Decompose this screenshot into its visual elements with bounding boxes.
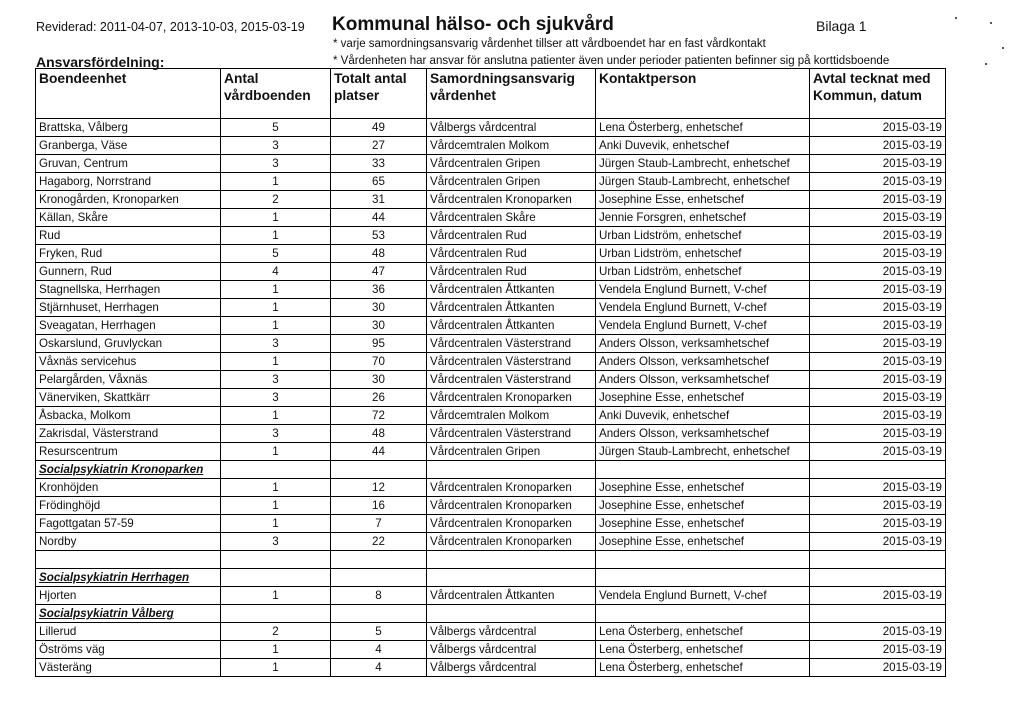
table-row bbox=[36, 479, 946, 497]
empty-cell bbox=[810, 605, 946, 623]
cell-care-unit: Vålbergs vårdcentral bbox=[427, 659, 596, 677]
empty-cell bbox=[221, 461, 331, 479]
table-row bbox=[36, 137, 946, 155]
cell-places: 26 bbox=[331, 389, 427, 407]
cell-places: 65 bbox=[331, 173, 427, 191]
cell-count: 1 bbox=[221, 317, 331, 335]
note-contact: * varje samordningsansvarig vårdenhet tillser att vårdboendet har en fast vårdkontakt bbox=[333, 38, 766, 50]
cell-count: 1 bbox=[221, 641, 331, 659]
spacer-row bbox=[36, 551, 946, 569]
cell-contact: Anders Olsson, verksamhetschef bbox=[596, 425, 810, 443]
cell-places: 53 bbox=[331, 227, 427, 245]
table-row bbox=[36, 497, 946, 515]
cell-count: 2 bbox=[221, 191, 331, 209]
empty-cell bbox=[596, 551, 810, 569]
cell-care-unit: Vårdcemtralen Molkom bbox=[427, 137, 596, 155]
cell-count: 2 bbox=[221, 623, 331, 641]
cell-places: 5 bbox=[331, 623, 427, 641]
cell-count: 1 bbox=[221, 281, 331, 299]
cell-count: 1 bbox=[221, 659, 331, 677]
cell-count: 3 bbox=[221, 155, 331, 173]
section-heading: Socialpsykiatrin Herrhagen bbox=[36, 569, 221, 587]
empty-cell bbox=[331, 569, 427, 587]
cell-contact: Jürgen Staub-Lambrecht, enhetschef bbox=[596, 173, 810, 191]
cell-contact: Josephine Esse, enhetschef bbox=[596, 191, 810, 209]
cell-care-unit: Vårdcentralen Gripen bbox=[427, 155, 596, 173]
cell-care-unit: Vårdcentralen Västerstrand bbox=[427, 335, 596, 353]
cell-count: 1 bbox=[221, 227, 331, 245]
cell-places: 12 bbox=[331, 479, 427, 497]
cell-care-home: Hjorten bbox=[36, 587, 221, 605]
table-header-row bbox=[36, 69, 946, 119]
table-row bbox=[36, 371, 946, 389]
table-row bbox=[36, 119, 946, 137]
cell-places: 48 bbox=[331, 245, 427, 263]
cell-contact: Jennie Forsgren, enhetschef bbox=[596, 209, 810, 227]
cell-contact: Anders Olsson, verksamhetschef bbox=[596, 371, 810, 389]
cell-contact: Josephine Esse, enhetschef bbox=[596, 497, 810, 515]
cell-care-unit: Vårdcentralen Skåre bbox=[427, 209, 596, 227]
cell-date: 2015-03-19 bbox=[810, 641, 946, 659]
cell-contact: Jürgen Staub-Lambrecht, enhetschef bbox=[596, 443, 810, 461]
col-header-agreement: Avtal tecknat med Kommun, datum bbox=[810, 69, 946, 119]
cell-places: 44 bbox=[331, 443, 427, 461]
cell-places: 31 bbox=[331, 191, 427, 209]
scan-speck bbox=[955, 17, 957, 19]
cell-care-home: Vänerviken, Skattkärr bbox=[36, 389, 221, 407]
cell-care-unit: Vårdcentralen Kronoparken bbox=[427, 533, 596, 551]
cell-places: 4 bbox=[331, 641, 427, 659]
table-row bbox=[36, 425, 946, 443]
cell-date: 2015-03-19 bbox=[810, 497, 946, 515]
table-row bbox=[36, 641, 946, 659]
table-row bbox=[36, 533, 946, 551]
cell-care-home: Rud bbox=[36, 227, 221, 245]
table-row bbox=[36, 299, 946, 317]
cell-care-home: Fryken, Rud bbox=[36, 245, 221, 263]
cell-places: 47 bbox=[331, 263, 427, 281]
cell-date: 2015-03-19 bbox=[810, 119, 946, 137]
cell-care-home: Källan, Skåre bbox=[36, 209, 221, 227]
cell-care-unit: Vårdcentralen Åttkanten bbox=[427, 281, 596, 299]
cell-places: 7 bbox=[331, 515, 427, 533]
cell-care-unit: Vårdcentralen Rud bbox=[427, 245, 596, 263]
cell-count: 3 bbox=[221, 335, 331, 353]
table-row bbox=[36, 263, 946, 281]
empty-cell bbox=[810, 461, 946, 479]
table-row bbox=[36, 515, 946, 533]
scan-speck bbox=[985, 63, 987, 65]
empty-cell bbox=[427, 569, 596, 587]
cell-care-home: Brattska, Vålberg bbox=[36, 119, 221, 137]
empty-cell bbox=[596, 461, 810, 479]
cell-places: 44 bbox=[331, 209, 427, 227]
table-row bbox=[36, 353, 946, 371]
cell-care-home: Hagaborg, Norrstrand bbox=[36, 173, 221, 191]
cell-care-unit: Vårdcentralen Gripen bbox=[427, 173, 596, 191]
cell-care-unit: Vårdcemtralen Molkom bbox=[427, 407, 596, 425]
table-row bbox=[36, 335, 946, 353]
cell-count: 3 bbox=[221, 425, 331, 443]
cell-count: 1 bbox=[221, 497, 331, 515]
cell-date: 2015-03-19 bbox=[810, 281, 946, 299]
cell-contact: Vendela Englund Burnett, V-chef bbox=[596, 299, 810, 317]
table-row bbox=[36, 173, 946, 191]
cell-places: 48 bbox=[331, 425, 427, 443]
empty-cell bbox=[331, 551, 427, 569]
table-row bbox=[36, 191, 946, 209]
cell-care-home: Västeräng bbox=[36, 659, 221, 677]
cell-date: 2015-03-19 bbox=[810, 587, 946, 605]
cell-date: 2015-03-19 bbox=[810, 227, 946, 245]
cell-date: 2015-03-19 bbox=[810, 479, 946, 497]
cell-contact: Vendela Englund Burnett, V-chef bbox=[596, 317, 810, 335]
cell-contact: Jürgen Staub-Lambrecht, enhetschef bbox=[596, 155, 810, 173]
cell-care-unit: Vårdcentralen Åttkanten bbox=[427, 317, 596, 335]
cell-contact: Josephine Esse, enhetschef bbox=[596, 479, 810, 497]
cell-count: 5 bbox=[221, 245, 331, 263]
cell-date: 2015-03-19 bbox=[810, 407, 946, 425]
cell-places: 22 bbox=[331, 533, 427, 551]
cell-date: 2015-03-19 bbox=[810, 209, 946, 227]
cell-date: 2015-03-19 bbox=[810, 371, 946, 389]
cell-date: 2015-03-19 bbox=[810, 191, 946, 209]
cell-places: 36 bbox=[331, 281, 427, 299]
empty-cell bbox=[596, 605, 810, 623]
cell-date: 2015-03-19 bbox=[810, 155, 946, 173]
cell-care-home: Resurscentrum bbox=[36, 443, 221, 461]
col-header-unit: Boendeenhet bbox=[36, 69, 221, 119]
cell-count: 3 bbox=[221, 533, 331, 551]
empty-cell bbox=[810, 569, 946, 587]
cell-care-unit: Vårdcentralen Gripen bbox=[427, 443, 596, 461]
col-header-places: Totalt antal platser bbox=[331, 69, 427, 119]
cell-care-home: Kronogården, Kronoparken bbox=[36, 191, 221, 209]
cell-date: 2015-03-19 bbox=[810, 389, 946, 407]
cell-places: 30 bbox=[331, 299, 427, 317]
cell-care-unit: Vårdcentralen Åttkanten bbox=[427, 587, 596, 605]
cell-care-unit: Vårdcentralen Kronoparken bbox=[427, 515, 596, 533]
note-responsibility: * Vårdenheten har ansvar för anslutna patienter även under perioder patienten befinner sig på korttidsboende bbox=[333, 55, 890, 67]
cell-care-unit: Vålbergs vårdcentral bbox=[427, 641, 596, 659]
section-row bbox=[36, 605, 946, 623]
cell-contact: Anders Olsson, verksamhetschef bbox=[596, 353, 810, 371]
cell-care-home: Gruvan, Centrum bbox=[36, 155, 221, 173]
cell-contact: Josephine Esse, enhetschef bbox=[596, 533, 810, 551]
col-header-care-unit: Samordningsansvarig vårdenhet bbox=[427, 69, 596, 119]
cell-date: 2015-03-19 bbox=[810, 263, 946, 281]
section-heading: Socialpsykiatrin Vålberg bbox=[36, 605, 221, 623]
cell-date: 2015-03-19 bbox=[810, 425, 946, 443]
cell-places: 8 bbox=[331, 587, 427, 605]
cell-count: 1 bbox=[221, 299, 331, 317]
table-row bbox=[36, 245, 946, 263]
cell-places: 4 bbox=[331, 659, 427, 677]
cell-care-home: Oskarslund, Gruvlyckan bbox=[36, 335, 221, 353]
cell-care-home: Sveagatan, Herrhagen bbox=[36, 317, 221, 335]
table-row bbox=[36, 587, 946, 605]
table-row bbox=[36, 443, 946, 461]
empty-cell bbox=[331, 461, 427, 479]
cell-contact: Anki Duvevik, enhetschef bbox=[596, 407, 810, 425]
empty-cell bbox=[427, 605, 596, 623]
col-header-contact: Kontaktperson bbox=[596, 69, 810, 119]
cell-count: 1 bbox=[221, 407, 331, 425]
cell-contact: Josephine Esse, enhetschef bbox=[596, 515, 810, 533]
cell-care-unit: Vårdcentralen Rud bbox=[427, 227, 596, 245]
cell-care-unit: Vårdcentralen Åttkanten bbox=[427, 299, 596, 317]
cell-count: 4 bbox=[221, 263, 331, 281]
cell-date: 2015-03-19 bbox=[810, 353, 946, 371]
cell-count: 1 bbox=[221, 515, 331, 533]
cell-count: 3 bbox=[221, 371, 331, 389]
cell-care-home: Granberga, Väse bbox=[36, 137, 221, 155]
table-row bbox=[36, 623, 946, 641]
table-row bbox=[36, 389, 946, 407]
cell-care-home: Frödinghöjd bbox=[36, 497, 221, 515]
cell-contact: Lena Österberg, enhetschef bbox=[596, 623, 810, 641]
cell-care-unit: Vårdcentralen Västerstrand bbox=[427, 371, 596, 389]
cell-contact: Josephine Esse, enhetschef bbox=[596, 389, 810, 407]
cell-care-unit: Vårdcentralen Kronoparken bbox=[427, 389, 596, 407]
appendix-label: Bilaga 1 bbox=[816, 18, 867, 34]
cell-care-home: Pelargården, Våxnäs bbox=[36, 371, 221, 389]
cell-care-unit: Vårdcentralen Kronoparken bbox=[427, 497, 596, 515]
cell-date: 2015-03-19 bbox=[810, 173, 946, 191]
cell-count: 1 bbox=[221, 353, 331, 371]
cell-care-home: Stjärnhuset, Herrhagen bbox=[36, 299, 221, 317]
table-row bbox=[36, 317, 946, 335]
cell-care-home: Fagottgatan 57-59 bbox=[36, 515, 221, 533]
cell-care-unit: Vålbergs vårdcentral bbox=[427, 119, 596, 137]
section-row bbox=[36, 569, 946, 587]
table-row bbox=[36, 209, 946, 227]
cell-contact: Urban Lidström, enhetschef bbox=[596, 227, 810, 245]
cell-care-home: Våxnäs servicehus bbox=[36, 353, 221, 371]
cell-date: 2015-03-19 bbox=[810, 137, 946, 155]
cell-care-home: Lillerud bbox=[36, 623, 221, 641]
cell-care-unit: Vårdcentralen Kronoparken bbox=[427, 191, 596, 209]
empty-cell bbox=[810, 551, 946, 569]
table-row bbox=[36, 407, 946, 425]
cell-contact: Urban Lidström, enhetschef bbox=[596, 263, 810, 281]
cell-contact: Lena Österberg, enhetschef bbox=[596, 659, 810, 677]
cell-places: 70 bbox=[331, 353, 427, 371]
empty-cell bbox=[427, 461, 596, 479]
cell-date: 2015-03-19 bbox=[810, 623, 946, 641]
cell-count: 3 bbox=[221, 389, 331, 407]
cell-date: 2015-03-19 bbox=[810, 533, 946, 551]
cell-date: 2015-03-19 bbox=[810, 245, 946, 263]
cell-places: 72 bbox=[331, 407, 427, 425]
cell-date: 2015-03-19 bbox=[810, 659, 946, 677]
cell-date: 2015-03-19 bbox=[810, 335, 946, 353]
cell-date: 2015-03-19 bbox=[810, 515, 946, 533]
empty-cell bbox=[596, 569, 810, 587]
cell-places: 27 bbox=[331, 137, 427, 155]
cell-care-home: Öströms väg bbox=[36, 641, 221, 659]
cell-care-unit: Vårdcentralen Rud bbox=[427, 263, 596, 281]
cell-contact: Anders Olsson, verksamhetschef bbox=[596, 335, 810, 353]
empty-cell bbox=[36, 551, 221, 569]
empty-cell bbox=[221, 551, 331, 569]
care-homes-table bbox=[35, 68, 946, 677]
empty-cell bbox=[331, 605, 427, 623]
cell-count: 1 bbox=[221, 479, 331, 497]
cell-count: 1 bbox=[221, 443, 331, 461]
cell-count: 3 bbox=[221, 137, 331, 155]
cell-contact: Urban Lidström, enhetschef bbox=[596, 245, 810, 263]
cell-count: 1 bbox=[221, 209, 331, 227]
table-row bbox=[36, 155, 946, 173]
cell-care-unit: Vårdcentralen Västerstrand bbox=[427, 353, 596, 371]
responsibility-heading: Ansvarsfördelning: bbox=[36, 54, 165, 70]
table-row bbox=[36, 227, 946, 245]
table-row bbox=[36, 659, 946, 677]
cell-date: 2015-03-19 bbox=[810, 443, 946, 461]
cell-contact: Lena Österberg, enhetschef bbox=[596, 641, 810, 659]
document-title: Kommunal hälso- och sjukvård bbox=[332, 14, 614, 35]
empty-cell bbox=[221, 605, 331, 623]
section-row bbox=[36, 461, 946, 479]
col-header-count: Antal vårdboenden bbox=[221, 69, 331, 119]
empty-cell bbox=[427, 551, 596, 569]
section-heading: Socialpsykiatrin Kronoparken bbox=[36, 461, 221, 479]
scan-speck bbox=[1002, 47, 1004, 49]
cell-count: 5 bbox=[221, 119, 331, 137]
table-row bbox=[36, 281, 946, 299]
scan-speck bbox=[990, 22, 992, 24]
cell-places: 33 bbox=[331, 155, 427, 173]
cell-places: 30 bbox=[331, 317, 427, 335]
cell-count: 1 bbox=[221, 587, 331, 605]
cell-places: 95 bbox=[331, 335, 427, 353]
cell-care-home: Gunnern, Rud bbox=[36, 263, 221, 281]
cell-care-home: Stagnellska, Herrhagen bbox=[36, 281, 221, 299]
cell-date: 2015-03-19 bbox=[810, 317, 946, 335]
cell-places: 49 bbox=[331, 119, 427, 137]
cell-care-home: Åsbacka, Molkom bbox=[36, 407, 221, 425]
revision-dates: Reviderad: 2011-04-07, 2013-10-03, 2015-03-19 bbox=[36, 20, 305, 34]
cell-contact: Anki Duvevik, enhetschef bbox=[596, 137, 810, 155]
cell-date: 2015-03-19 bbox=[810, 299, 946, 317]
cell-places: 30 bbox=[331, 371, 427, 389]
cell-care-unit: Vålbergs vårdcentral bbox=[427, 623, 596, 641]
cell-care-home: Nordby bbox=[36, 533, 221, 551]
empty-cell bbox=[221, 569, 331, 587]
cell-places: 16 bbox=[331, 497, 427, 515]
cell-contact: Lena Österberg, enhetschef bbox=[596, 119, 810, 137]
cell-care-unit: Vårdcentralen Kronoparken bbox=[427, 479, 596, 497]
cell-care-unit: Vårdcentralen Västerstrand bbox=[427, 425, 596, 443]
cell-care-home: Zakrisdal, Västerstrand bbox=[36, 425, 221, 443]
cell-contact: Vendela Englund Burnett, V-chef bbox=[596, 587, 810, 605]
cell-contact: Vendela Englund Burnett, V-chef bbox=[596, 281, 810, 299]
cell-count: 1 bbox=[221, 173, 331, 191]
cell-care-home: Kronhöjden bbox=[36, 479, 221, 497]
